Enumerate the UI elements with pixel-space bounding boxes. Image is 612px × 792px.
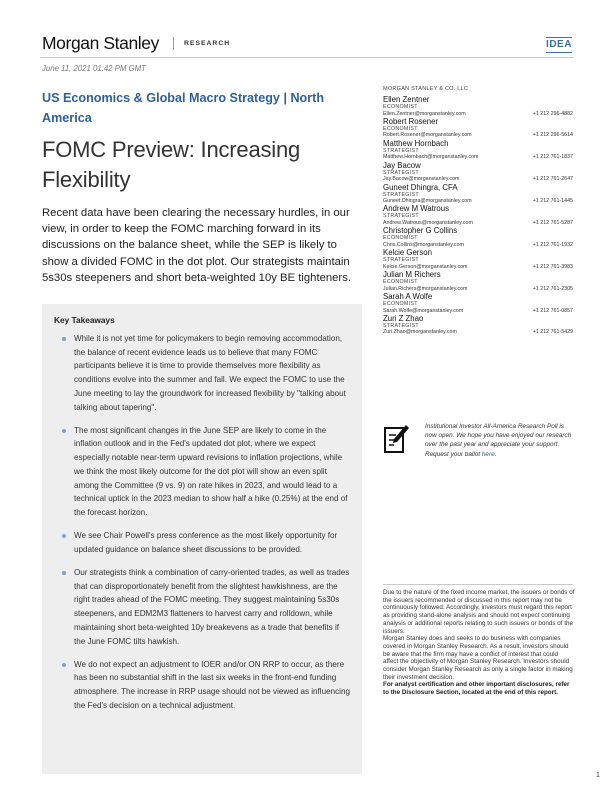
contact-email[interactable]: Guneet.Dhingra@morganstanley.com — [383, 198, 472, 205]
contact-email[interactable]: Chris.Collins@morganstanley.com — [383, 241, 464, 248]
contact-role: STRATEGIST — [383, 191, 419, 198]
takeaway-text: Our strategists think a combination of carry-oriented trades, as well as trades that can disproportionately benefit from the slightest hawkishness, are the right trades ahead of the FOMC meeting. They suggest maintaining 5s30s steepeners, and EDM2M3 flatteners to harvest carry and rolldown, while maintaining short beta-weighted 10y breakevens as a trade that benefits if the June FOMC tilts hawkish. — [74, 568, 350, 646]
contact-role: STRATEGIST — [383, 147, 419, 154]
contact-phone: +1 212 761-1837 — [532, 154, 573, 161]
section-label: RESEARCH — [184, 40, 231, 47]
contact-card — [383, 161, 573, 183]
takeaway-item — [62, 424, 352, 520]
takeaway-text: While it is not yet time for policymakers to begin removing accommodation, the balance of recent evidence leads us to believe that many FOMC participants believe it is time to provide themselves more flexibility as conditions evolve into the summer and fall. We expect the FOMC to use the June meeting to lay the groundwork for increased flexibility by "talking about talking about tapering". — [74, 334, 346, 412]
page-number: 1 — [596, 772, 600, 779]
contact-name: Zuri Z Zhao — [383, 313, 424, 323]
contact-role: STRATEGIST — [383, 322, 419, 329]
contact-email[interactable]: Zuri.Zhao@morganstanley.com — [383, 329, 457, 336]
report-summary: Recent data have been clearing the necessary hurdles, in our view, in order to keep the FOMC marching forward in its discussions on the balance sheet, while the SEP is likely to show a divided FOMC in the dot plot. Our strategists maintain 5s30s steepeners and short beta-weighted 10y BE tighteners. — [42, 207, 351, 284]
key-takeaways-title: Key Takeaways — [54, 315, 115, 325]
contact-name: Ellen Zentner — [383, 95, 430, 104]
disclosure-certification: For analyst certification and other important disclosures, refer to the Disclosure Section, located at the end of this report. — [383, 681, 570, 697]
contact-email[interactable]: Julian.Richers@morganstanley.com — [383, 285, 468, 292]
disclosure-paragraph: Due to the nature of the fixed income market, the issuers or bonds of the issuers recommended or discussed in this report may not be continuously followed. Accordingly, investors must regard this report as providing stand-alone analysis and should not expect continuing analysis or additional reports relating to such issuers or bonds of the issuers. — [383, 589, 575, 635]
contact-name: Julian M Richers — [383, 270, 441, 280]
contact-email[interactable]: Robert.Rosener@morganstanley.com — [383, 132, 472, 139]
contact-name: Matthew Hornbach — [383, 138, 449, 148]
contact-name: Robert Rosener — [383, 116, 439, 126]
report-title: FOMC Preview: Increasing Flexibility — [42, 137, 301, 192]
bullet-icon — [62, 534, 66, 538]
contact-role: ECONOMIST — [383, 301, 418, 308]
contact-card — [383, 204, 573, 226]
poll-text: Institutional Investor All-America Research Poll is now open. We hope you have enjoyed our research over the past year and appreciate your support. Request your ballot — [425, 423, 572, 458]
contact-phone: +1 212 761-2647 — [532, 176, 573, 183]
idea-badge: IDEA — [546, 37, 572, 53]
disclosure-rule — [383, 584, 573, 585]
firm-name: MORGAN STANLEY & CO. LLC — [383, 86, 469, 92]
contact-name: Andrew M Watrous — [383, 204, 450, 214]
publish-date: June 11, 2021 01:42 PM GMT — [42, 64, 146, 73]
contact-email[interactable]: Ellen.Zentner@morganstanley.com — [383, 110, 466, 117]
contact-card — [383, 226, 573, 248]
contact-email[interactable]: Sarah.Wolfe@morganstanley.com — [383, 307, 464, 314]
contact-card — [383, 248, 573, 270]
contact-phone: +1 212 761-5429 — [532, 329, 573, 336]
poll-ballot-link[interactable]: here — [481, 450, 495, 458]
contact-name: Sarah A Wolfe — [383, 292, 433, 302]
header-divider — [173, 37, 174, 50]
contact-card — [383, 314, 573, 336]
contact-name: Kelcie Gerson — [383, 248, 432, 258]
contact-email[interactable]: Matthew.Hornbach@morganstanley.com — [383, 154, 479, 161]
contact-card — [383, 95, 573, 117]
bullet-icon — [62, 337, 66, 341]
ballot-icon — [384, 424, 410, 454]
header-rule — [40, 57, 574, 58]
contact-card — [383, 292, 573, 314]
contact-role: ECONOMIST — [383, 235, 418, 242]
takeaway-text: We see Chair Powell's press conference as the most likely opportunity for updated guidance on balance sheet discussions to be provided. — [74, 531, 338, 554]
contact-phone: +1 212 761-5287 — [532, 219, 573, 226]
contact-phone: +1 212 761-3983 — [532, 263, 573, 270]
takeaway-item — [62, 566, 352, 648]
contact-phone: +1 212 761-0857 — [532, 307, 573, 314]
brand-logo: Morgan Stanley — [42, 33, 159, 53]
takeaway-text: We do not expect an adjustment to IOER and/or ON RRP to occur, as there has been no substantial shift in the last six weeks in the front-end funding atmosphere. The increase in RRP usage should not be viewed as influencing the Fed's decision on a technical adjustment. — [74, 659, 350, 710]
poll-notice — [425, 422, 575, 459]
contact-role: STRATEGIST — [383, 169, 419, 176]
takeaway-item — [62, 332, 352, 414]
takeaway-text: The most significant changes in the June SEP are likely to come in the inflation outlook and in the Fed's updated dot plot, where we expect especially notable near-term upward revisions to inflation projections, while we think the most likely outcome for the dot plot will show an even split among the Committee (9 vs. 9) on rate hikes in 2023, and would lead to a technical uptick in the 2023 median to show half a hike (0.25%) at the end of the forecast horizon. — [74, 425, 348, 517]
contact-phone: +1 212 761-1445 — [532, 198, 573, 205]
takeaway-item — [62, 658, 352, 713]
contact-card — [383, 139, 573, 161]
contact-role: ECONOMIST — [383, 125, 418, 132]
contact-role: STRATEGIST — [383, 257, 419, 264]
series-title: US Economics & Global Macro Strategy | North America — [42, 91, 325, 125]
bullet-icon — [62, 571, 66, 575]
disclosure-block — [383, 589, 575, 697]
contact-email[interactable]: Kelcie.Gerson@morganstanley.com — [383, 263, 468, 270]
contact-phone: +1 212 296-5614 — [532, 132, 573, 139]
takeaway-item — [62, 529, 352, 556]
analyst-contacts — [383, 95, 573, 336]
contact-card — [383, 183, 573, 205]
poll-text-end: . — [494, 450, 497, 458]
contact-role: ECONOMIST — [383, 104, 418, 110]
bullet-icon — [62, 663, 66, 667]
contact-role: ECONOMIST — [383, 279, 418, 286]
contact-name: Jay Bacow — [383, 160, 421, 170]
contact-email[interactable]: Andrew.Watrous@morganstanley.com — [383, 219, 473, 226]
key-takeaways-list — [62, 332, 352, 722]
contact-email[interactable]: Jay.Bacow@morganstanley.com — [383, 176, 460, 183]
contact-role: STRATEGIST — [383, 213, 419, 220]
contact-card — [383, 117, 573, 139]
bullet-icon — [62, 429, 66, 433]
disclosure-paragraph: Morgan Stanley does and seeks to do business with companies covered in Morgan Stanley Research. As a result, investors should be aware that the firm may have a conflict of interest that could affect the objectivity of Morgan Stanley Research. Investors should consider Morgan Stanley Research as only a single factor in making their investment decision. — [383, 635, 573, 681]
contact-card — [383, 270, 573, 292]
contact-name: Christopher G Collins — [383, 226, 458, 236]
contact-phone: +1 212 761-1932 — [532, 241, 573, 248]
contact-name: Guneet Dhingra, CFA — [383, 182, 458, 192]
contact-phone: +1 212 761-2305 — [532, 285, 573, 292]
contact-phone: +1 212 296-4882 — [532, 110, 573, 117]
